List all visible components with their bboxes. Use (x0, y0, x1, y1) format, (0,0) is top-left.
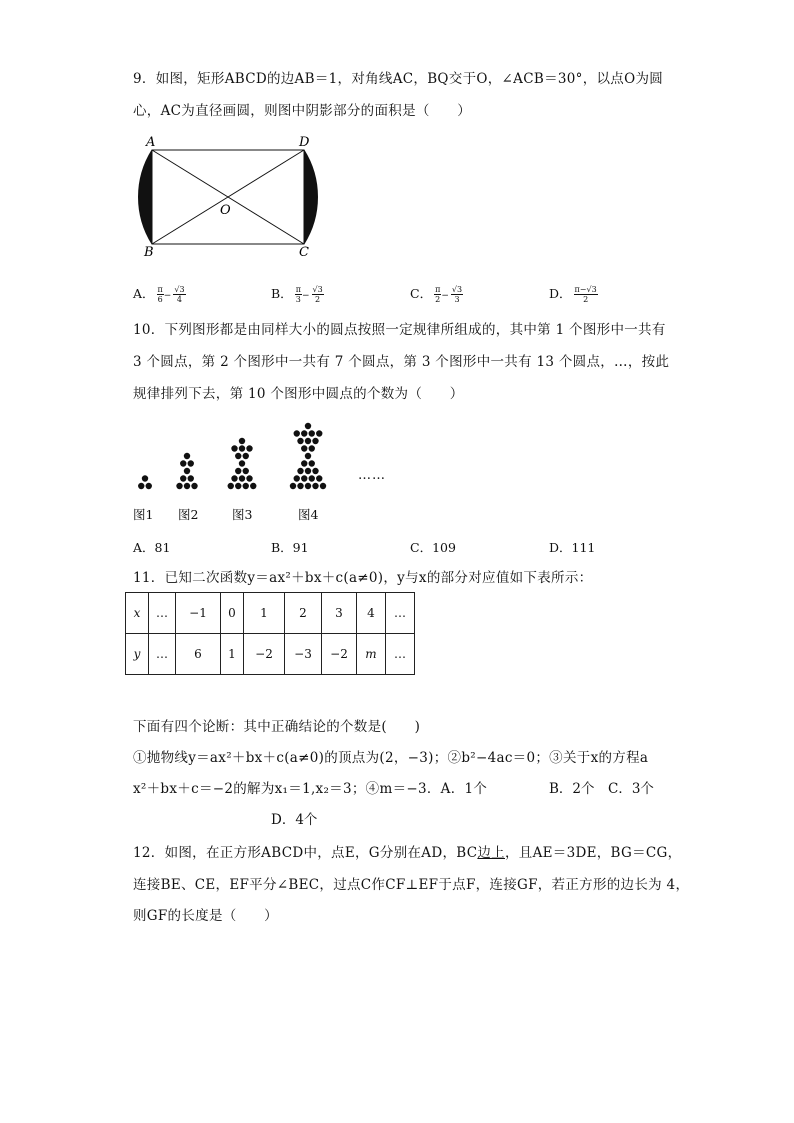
pattern-dot (305, 483, 311, 489)
pattern-dot (316, 430, 322, 436)
q9-text-line-2: 心，AC为直径画圆，则图中阴影部分的面积是（ ） (133, 103, 472, 119)
pattern-dot (250, 483, 256, 489)
table-cell: … (386, 593, 415, 634)
pattern-dot (246, 475, 252, 481)
q10-option-b: B．91 (271, 540, 309, 555)
q10-caption-3: 图3 (232, 507, 253, 522)
q11-options-b-c: B．2个 C．3个 (549, 781, 654, 797)
pattern-dot (188, 460, 194, 466)
q10-option-c: C．109 (410, 540, 456, 555)
label-d: D (299, 135, 310, 150)
table-cell: 2 (285, 593, 322, 634)
q9-option-a: A． $\frac{\pi}{6}$ − $\frac{√3}{4}$ (133, 285, 185, 304)
pattern-dot (231, 475, 237, 481)
pattern-dot (243, 483, 249, 489)
pattern-dot (312, 483, 318, 489)
pattern-dot (239, 445, 245, 451)
pattern-dot (309, 445, 315, 451)
pattern-dot (297, 483, 303, 489)
table-cell: 4 (357, 593, 386, 634)
pattern-dot (305, 468, 311, 474)
q10-caption-2: 图2 (178, 507, 199, 522)
q11-value-table (125, 592, 415, 675)
pattern-dot (239, 460, 245, 466)
pattern-dot (243, 468, 249, 474)
q11-option-d: D．4个 (271, 812, 318, 828)
table-cell: −2 (244, 634, 285, 675)
pattern-dot (312, 468, 318, 474)
table-cell: 1 (221, 634, 244, 675)
pattern-dot (309, 475, 315, 481)
pattern-dot (305, 423, 311, 429)
table-cell: … (149, 593, 176, 634)
pattern-dot (301, 430, 307, 436)
pattern-dot (184, 468, 190, 474)
pattern-dot (316, 475, 322, 481)
pattern-dot (246, 445, 252, 451)
pattern-dot (235, 483, 241, 489)
pattern-dot (235, 453, 241, 459)
q12-text-line-1: 12．如图，在正方形ABCD中，点E，G分别在AD，BC边上，且AE＝3DE，BG＝CG， (133, 845, 682, 861)
pattern-dot (309, 430, 315, 436)
q10-ellipsis: …… (358, 468, 386, 483)
q11-text-line-3: ①抛物线y＝ax²＋bx＋c(a≠0)的顶点为(2，−3)；②b²−4ac＝0；③关于x的方程a (133, 750, 649, 766)
table-cell: 3 (322, 593, 357, 634)
q9-rectangle-figure (128, 132, 328, 262)
pattern-dot (243, 453, 249, 459)
q10-text-line-2: 3 个圆点，第 2 个图形中一共有 7 个圆点，第 3 个图形中一共有 13 个圆点，…，按此 (133, 354, 670, 370)
pattern-dot (290, 483, 296, 489)
pattern-dot (320, 483, 326, 489)
q11-text-line-1: 11．已知二次函数y＝ax²＋bx＋c(a≠0)，y与x的部分对应值如下表所示： (133, 570, 593, 586)
pattern-dot (231, 445, 237, 451)
table-cell: y (126, 634, 149, 675)
pattern-dot (305, 453, 311, 459)
pattern-dot (184, 483, 190, 489)
pattern-dot (294, 430, 300, 436)
label-b: B (144, 245, 154, 260)
table-cell: … (386, 634, 415, 675)
pattern-dot (297, 438, 303, 444)
q9-option-d: D． $\frac{\pi-√3}{2}$ (549, 285, 597, 304)
pattern-dot (239, 475, 245, 481)
pattern-dot (312, 438, 318, 444)
pattern-dot (301, 475, 307, 481)
table-row (126, 634, 415, 675)
q11-text-line-2: 下面有四个论断：其中正确结论的个数是( ) (133, 719, 421, 735)
q9-text-line-1: 9．如图，矩形ABCD的边AB＝1，对角线AC，BQ交于O，∠ACB＝30°，以点O为圆 (133, 71, 664, 87)
pattern-dot (138, 483, 144, 489)
q9-option-c: C． $\frac{\pi}{2}$ − $\frac{√3}{3}$ (410, 285, 463, 304)
pattern-dot (176, 483, 182, 489)
pattern-dot (239, 438, 245, 444)
pattern-dot (301, 460, 307, 466)
label-c: C (299, 245, 309, 260)
pattern-dot (146, 483, 152, 489)
pattern-dot (301, 445, 307, 451)
pattern-dot (180, 475, 186, 481)
pattern-dot (235, 468, 241, 474)
q10-text-line-1: 10．下列图形都是由同样大小的圆点按照一定规律所组成的，其中第 1 个图形中一共有 (133, 322, 666, 338)
pattern-dot (297, 468, 303, 474)
q12-text-line-2: 连接BE、CE，EF平分∠BEC，过点C作CF⊥EF于点F，连接GF，若正方形的边长为 4， (133, 877, 690, 893)
pattern-dot (305, 438, 311, 444)
table-cell: 6 (176, 634, 221, 675)
pattern-dot (188, 475, 194, 481)
pattern-dot (184, 453, 190, 459)
table-cell: … (149, 634, 176, 675)
pattern-dot (191, 483, 197, 489)
pattern-dot (180, 460, 186, 466)
q10-option-a: A．81 (133, 540, 171, 555)
pattern-dot (228, 483, 234, 489)
table-cell: −2 (322, 634, 357, 675)
table-row (126, 593, 415, 634)
label-a: A (146, 135, 156, 150)
pattern-dot (309, 460, 315, 466)
table-cell: x (126, 593, 149, 634)
pattern-dot (142, 475, 148, 481)
q10-caption-1: 图1 (133, 507, 154, 522)
q10-option-d: D．111 (549, 540, 596, 555)
table-cell: 1 (244, 593, 285, 634)
q9-option-b: B． $\frac{\pi}{3}$ − $\frac{√3}{2}$ (271, 285, 323, 304)
table-cell: −3 (285, 634, 322, 675)
pattern-dot (294, 475, 300, 481)
q10-dot-pattern-figure (128, 406, 388, 498)
table-cell: m (357, 634, 386, 675)
q12-text-line-3: 则GF的长度是（ ） (133, 908, 278, 924)
table-cell: −1 (176, 593, 221, 634)
q11-text-line-4: x²＋bx＋c＝−2的解为x₁＝1,x₂＝3；④m＝−3．A．1个 (133, 781, 488, 797)
table-cell: 0 (221, 593, 244, 634)
label-o: O (220, 203, 231, 218)
q10-caption-4: 图4 (298, 507, 319, 522)
q10-text-line-3: 规律排列下去，第 10 个图形中圆点的个数为（ ） (133, 386, 464, 402)
